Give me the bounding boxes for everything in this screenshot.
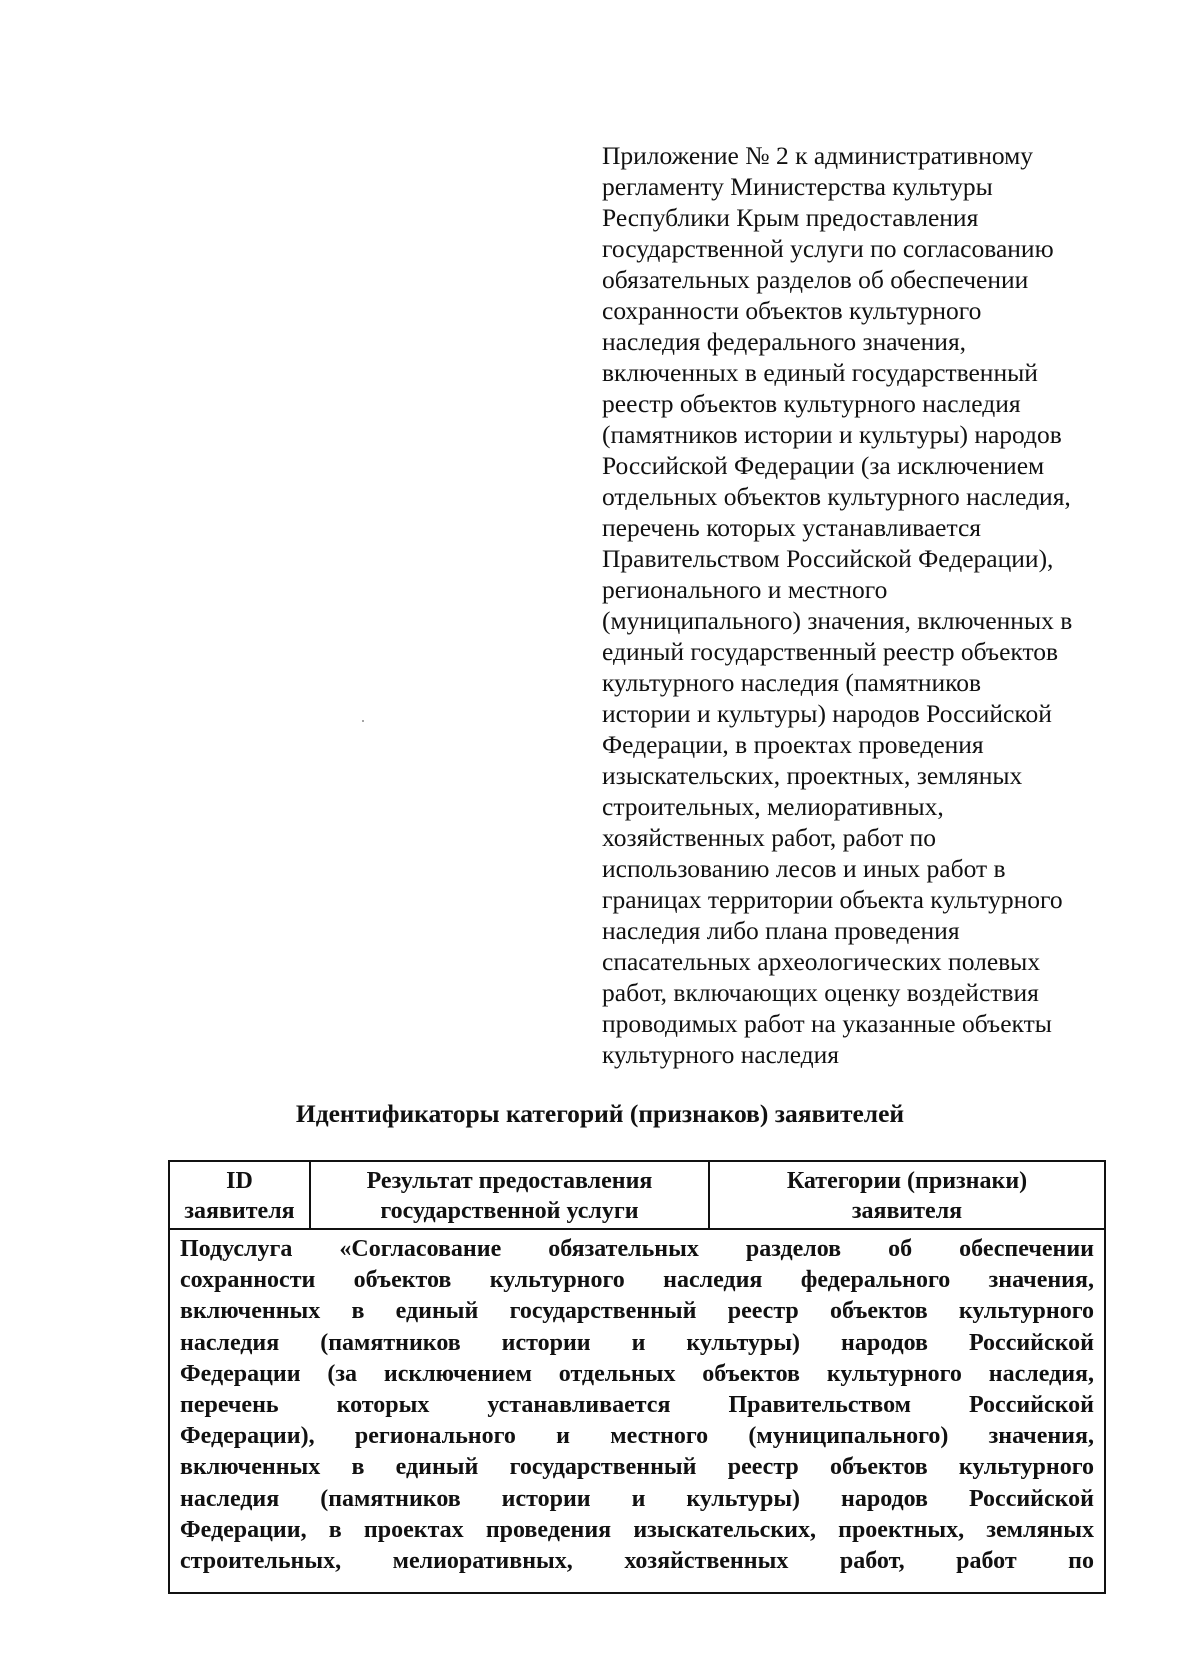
appendix-line: изыскательских, проектных, земляных (602, 761, 1023, 790)
appendix-line: перечень которых устанавливается (602, 513, 981, 542)
appendix-note (602, 140, 1122, 1070)
header-cell-result (311, 1162, 710, 1228)
appendix-line: Федерации, в проектах проведения (602, 730, 984, 759)
table-header-row (170, 1162, 1104, 1230)
appendix-line: государственной услуги по согласованию (602, 234, 1054, 263)
subservice-line: Федерации (за исключением отдельных объектов культурного наследия, (180, 1360, 1094, 1387)
subservice-line: включенных в единый государственный реестр объектов культурного (180, 1454, 1094, 1481)
appendix-line: Республики Крым предоставления (602, 203, 979, 232)
subservice-line: Подуслуга «Согласование обязательных разделов об обеспечении (180, 1236, 1094, 1262)
header-cell-categories (710, 1162, 1104, 1228)
appendix-line: включенных в единый государственный (602, 358, 1038, 387)
subservice-line: наследия (памятников истории и культуры) народов Российской (180, 1485, 1094, 1512)
appendix-line: культурного наследия (памятников (602, 668, 982, 697)
header-line: ID (226, 1168, 253, 1194)
subservice-line: Федерации, в проектах проведения изыскательских, проектных, земляных (180, 1516, 1094, 1543)
appendix-line: (памятников истории и культуры) народов (602, 420, 1062, 449)
header-line: Результат предоставления (366, 1168, 653, 1194)
appendix-line: использованию лесов и иных работ в (602, 854, 1006, 883)
applicant-categories-table (168, 1160, 1106, 1594)
subservice-line: наследия (памятников истории и культуры) народов Российской (180, 1329, 1094, 1356)
appendix-line: реестр объектов культурного наследия (602, 389, 1021, 418)
appendix-line: культурного наследия (602, 1040, 840, 1069)
appendix-line: наследия либо плана проведения (602, 916, 960, 945)
appendix-line: истории и культуры) народов Российской (602, 699, 1052, 728)
appendix-line: единый государственный реестр объектов (602, 637, 1059, 666)
subservice-line: перечень которых устанавливается Правительством Российской (180, 1392, 1094, 1419)
appendix-line: работ, включающих оценку воздействия (602, 978, 1039, 1007)
appendix-line: регламенту Министерства культуры (602, 172, 993, 201)
header-line: заявителя (851, 1198, 963, 1224)
appendix-line: спасательных археологических полевых (602, 947, 1041, 976)
appendix-line: хозяйственных работ, работ по (602, 823, 937, 852)
appendix-line: Правительством Российской Федерации), (602, 544, 1054, 573)
header-line: государственной услуги (380, 1198, 639, 1224)
appendix-line: сохранности объектов культурного (602, 296, 982, 325)
appendix-line: регионального и местного (602, 575, 888, 604)
table-title: Идентификаторы категорий (признаков) заявителей (295, 1099, 905, 1128)
scan-speck (362, 720, 364, 722)
appendix-line: Приложение № 2 к административному (602, 141, 1034, 170)
appendix-line: Российской Федерации (за исключением (602, 451, 1045, 480)
subservice-line: сохранности объектов культурного наследия федерального значения, (180, 1267, 1094, 1294)
header-line: Категории (признаки) (786, 1168, 1028, 1194)
appendix-line: обязательных разделов об обеспечении (602, 265, 1029, 294)
subservice-line: Федерации), регионального и местного (муниципального) значения, (180, 1423, 1094, 1450)
appendix-line: проводимых работ на указанные объекты (602, 1009, 1052, 1038)
appendix-line: границах территории объекта культурного (602, 885, 1063, 914)
header-cell-id (170, 1162, 311, 1228)
subservice-line: строительных, мелиоративных, хозяйственных работ, работ по (180, 1548, 1094, 1575)
appendix-line: строительных, мелиоративных, (602, 792, 944, 821)
subservice-row (170, 1230, 1104, 1577)
appendix-line: отдельных объектов культурного наследия, (602, 482, 1071, 511)
subservice-line: включенных в единый государственный реестр объектов культурного (180, 1298, 1094, 1325)
appendix-line: наследия федерального значения, (602, 327, 967, 356)
header-line: заявителя (184, 1198, 295, 1224)
appendix-line: (муниципального) значения, включенных в (602, 606, 1073, 635)
